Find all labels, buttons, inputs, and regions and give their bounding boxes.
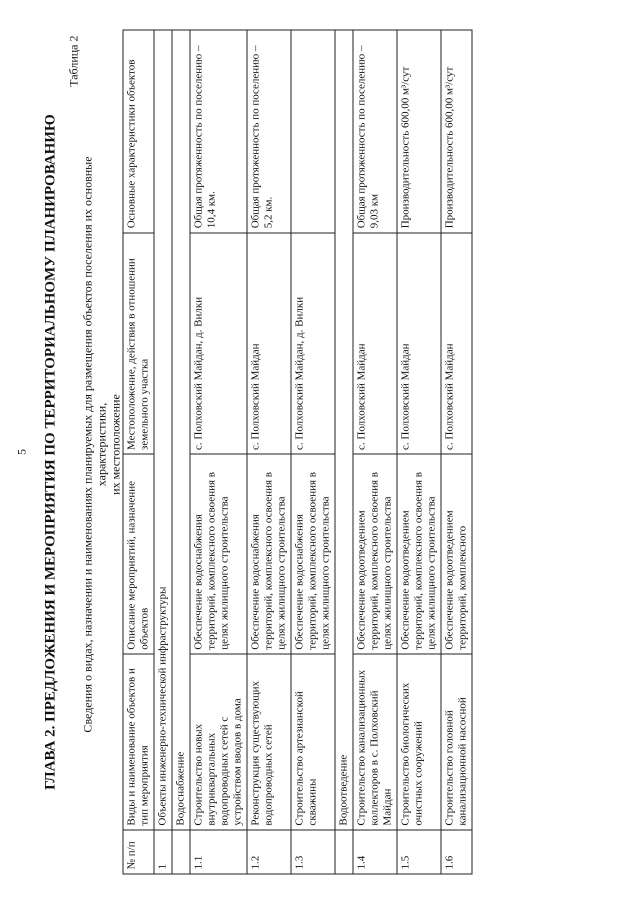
table-row xyxy=(291,30,335,874)
row-num: 1.5 xyxy=(397,830,441,874)
objects-table xyxy=(123,30,473,875)
header-type: Виды и наименование объектов и тип мероприятия xyxy=(123,654,154,830)
table-row xyxy=(247,30,291,874)
row-location: с. Полховский Майдан xyxy=(441,233,472,455)
row-characteristics: Производительность 600,00 м³/сут xyxy=(397,30,441,233)
row-desc: Обеспечение водоснабжения территорий, комплексного освоения в целях жилищного строительства xyxy=(190,455,247,655)
row-num: 1.3 xyxy=(291,830,335,874)
row-desc: Обеспечение водоотведением территорий, комплексного освоения в целях жилищного строительства xyxy=(397,455,441,655)
section-row xyxy=(154,30,172,874)
row-type: Строительство биологических очистных сооружений xyxy=(397,654,441,830)
row-characteristics: Производительность 600,00 м³/сут xyxy=(441,30,472,233)
row-characteristics: Общая протяженность по поселению – 9,03 км xyxy=(353,30,397,233)
row-num: 1.6 xyxy=(441,830,472,874)
table-row xyxy=(441,30,472,874)
group-label-water: Водоснабжение xyxy=(172,30,190,830)
table-row xyxy=(397,30,441,874)
row-type: Строительство канализационных коллекторов в с. Полховский Майдан xyxy=(353,654,397,830)
row-location: с. Полховский Майдан, д. Вилки xyxy=(291,233,335,455)
row-characteristics xyxy=(291,30,335,233)
row-desc: Обеспечение водоотведением территорий, комплексного освоения в целях жилищного строительства xyxy=(353,455,397,655)
row-desc: Обеспечение водоснабжения территорий, комплексного освоения в целях жилищного строительства xyxy=(291,455,335,655)
header-num: № п/п xyxy=(123,830,154,874)
group-row-water xyxy=(172,30,190,874)
row-location: с. Полховский Майдан xyxy=(247,233,291,455)
row-desc: Обеспечение водоотведением территорий, комплексного xyxy=(441,455,472,655)
page-number: 5 xyxy=(14,449,29,455)
table-row xyxy=(190,30,247,874)
table-label: Таблица 2 xyxy=(66,35,81,87)
table-header-row xyxy=(123,30,154,874)
group-row-sewer xyxy=(335,30,353,874)
section-label: Объекты инженерно-технической инфраструктуры xyxy=(154,30,172,830)
header-characteristics: Основные характеристики объектов xyxy=(123,30,154,233)
group-label-sewer: Водоотведение xyxy=(335,30,353,830)
row-type: Строительство головной канализационной насосной xyxy=(441,654,472,830)
header-desc: Описание мероприятий, назначение объектов xyxy=(123,455,154,655)
header-location: Местоположение, действия в отношении земельного участка xyxy=(123,233,154,455)
chapter-title: ГЛАВА 2. ПРЕДЛОЖЕНИЯ И МЕРОПРИЯТИЯ ПО ТЕРРИТОРИАЛЬНОМУ ПЛАНИРОВАНИЮ xyxy=(42,114,59,790)
row-type: Реконструкция существующих водопроводных сетей xyxy=(247,654,291,830)
rotated-page xyxy=(1,0,640,905)
row-num: 1.2 xyxy=(247,830,291,874)
row-desc: Обеспечение водоснабжения территорий, комплексного освоения в целях жилищного строительства xyxy=(247,455,291,655)
row-num: 1.4 xyxy=(353,830,397,874)
row-location: с. Полховский Майдан xyxy=(353,233,397,455)
table-row xyxy=(353,30,397,874)
row-location: с. Полховский Майдан xyxy=(397,233,441,455)
row-type: Строительство артезианской скважины xyxy=(291,654,335,830)
row-characteristics: Общая протяженность по поселению – 10,4 км. xyxy=(190,30,247,233)
row-type: Строительство новых внутриквартальных водопроводных сетей с устройством вводов в дома xyxy=(190,654,247,830)
row-characteristics: Общая протяженность по поселению – 5,2 км. xyxy=(247,30,291,233)
section-num: 1 xyxy=(154,830,172,874)
caption-line-2: их местоположение xyxy=(108,394,123,495)
row-location: с. Полховский Майдан, д. Вилки xyxy=(190,233,247,455)
row-num: 1.1 xyxy=(190,830,247,874)
caption-line-1: Сведения о видах, назначении и наименованиях планируемых для размещения объектов поселения их основные характеристики, xyxy=(80,156,109,733)
table-caption xyxy=(81,125,123,765)
